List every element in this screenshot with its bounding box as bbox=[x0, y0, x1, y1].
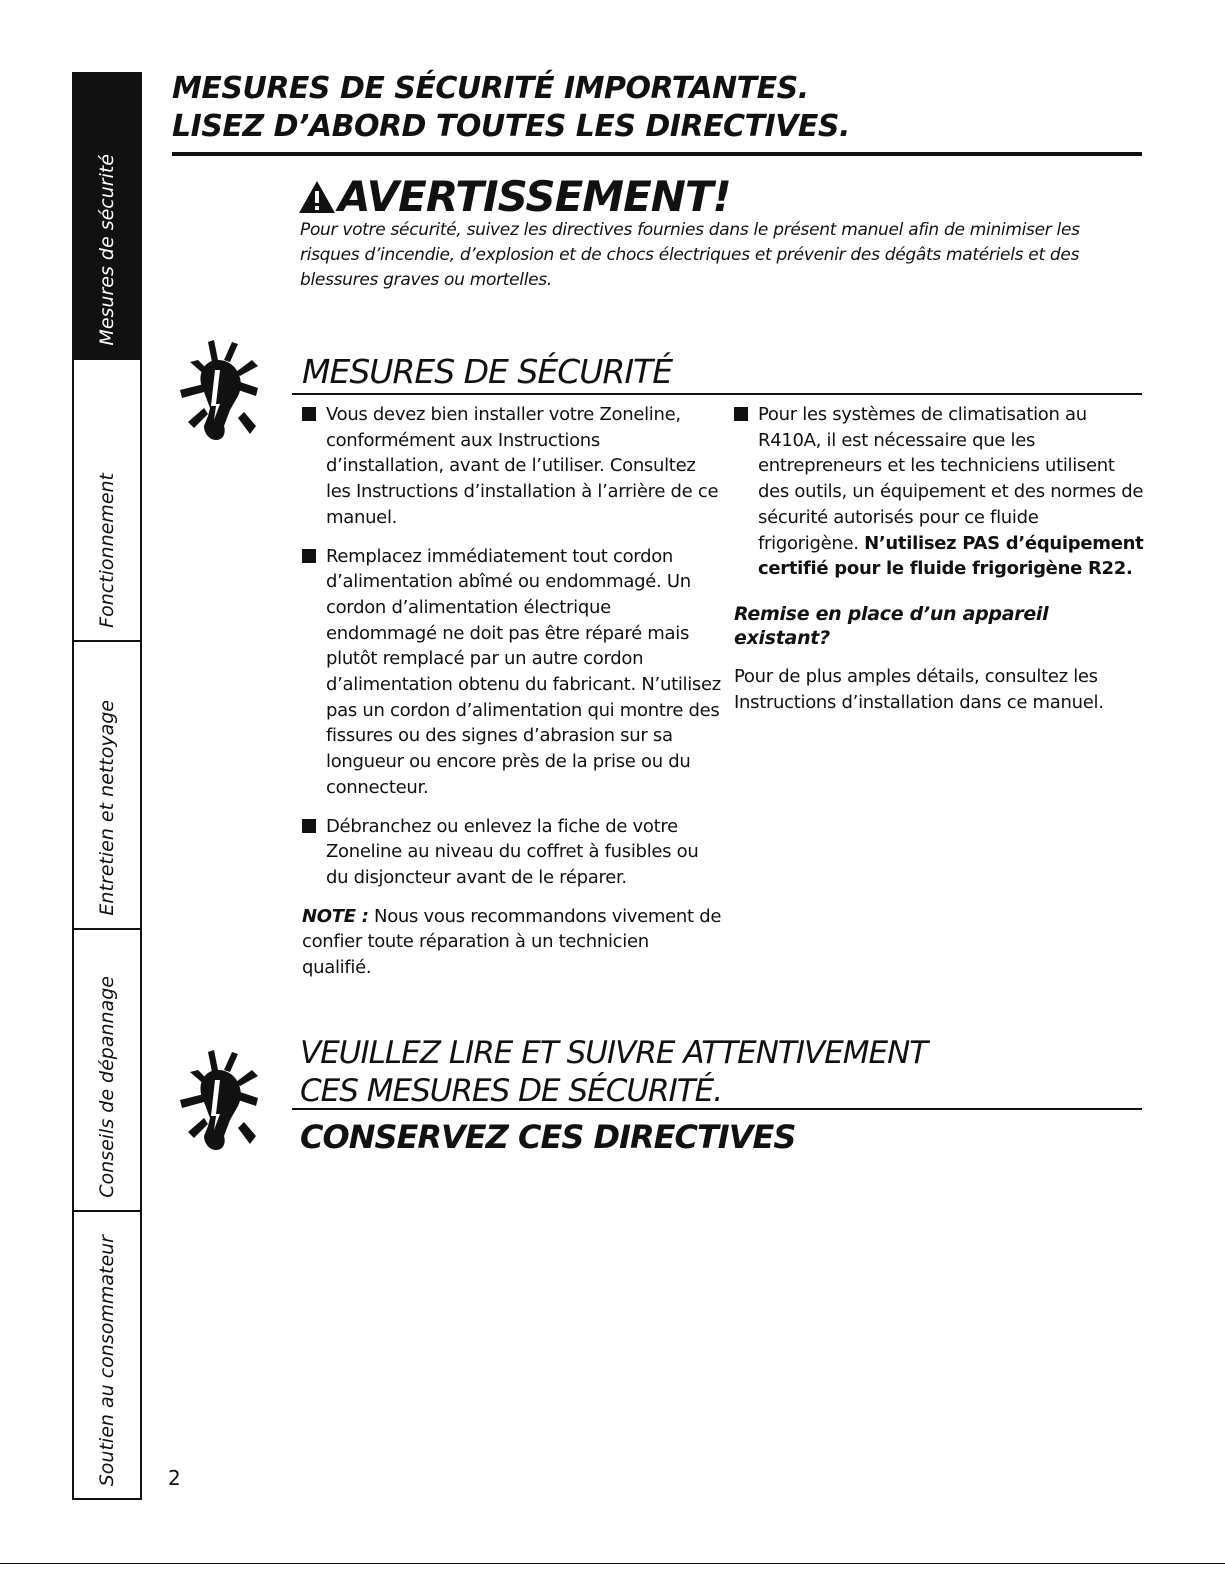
bullet-square-icon bbox=[302, 549, 316, 563]
page-bottom-edge bbox=[0, 1563, 1225, 1564]
safety-lightbulb-icon bbox=[160, 1040, 280, 1160]
conserve-heading: CONSERVEZ CES DIRECTIVES bbox=[300, 1118, 796, 1156]
header-line-1: MESURES DE SÉCURITÉ IMPORTANTES. bbox=[172, 71, 809, 106]
warning-triangle-icon bbox=[298, 180, 336, 214]
tab-entretien-et-nettoyage[interactable] bbox=[74, 642, 140, 930]
page-number: 2 bbox=[168, 1466, 181, 1490]
list-item: Pour les systèmes de climatisation au R410A, il est nécessaire que les entrepreneurs et les techniciens utilisent des outils, un équipement et des normes de sécurité autorisés pour ce fluide frigorigène. N’utilisez PAS d’équipement certifié pour le fluide frigorigène R22. bbox=[734, 402, 1144, 582]
section-title: MESURES DE SÉCURITÉ bbox=[302, 352, 673, 391]
bullet-square-icon bbox=[302, 819, 316, 833]
right-column bbox=[734, 402, 1144, 715]
safety-lightbulb-icon bbox=[160, 330, 280, 450]
bullet-square-icon bbox=[734, 407, 748, 421]
header-line-2: LISEZ D’ABORD TOUTES LES DIRECTIVES. bbox=[172, 109, 850, 144]
tab-label: Conseils de dépannage bbox=[96, 976, 118, 1198]
note-paragraph bbox=[302, 904, 722, 981]
bullet-square-icon bbox=[302, 407, 316, 421]
section-divider bbox=[292, 393, 1142, 395]
section-tabs bbox=[72, 72, 142, 1500]
tab-label: Soutien au consommateur bbox=[96, 1234, 118, 1486]
read-follow-heading bbox=[300, 1034, 927, 1110]
list-item: Remplacez immédiatement tout cordon d’alimentation abîmé ou endommagé. Un cordon d’alimentation électrique endommagé ne doit pas être réparé mais plutôt remplacé par un autre cordon d’alimentation obtenu du fabricant. N’utilisez pas un cordon d’alimentation qui montre des fissures ou des signes d’abrasion sur sa longueur ou encore près de la prise ou du connecteur. bbox=[302, 544, 722, 801]
left-column bbox=[302, 402, 722, 981]
strong-warning: N’utilisez PAS d’équipement certifié pour le fluide frigorigène R22. bbox=[758, 532, 1144, 580]
list-item: Débranchez ou enlevez la fiche de votre Zoneline au niveau du coffret à fusibles ou du disjoncteur avant de le réparer. bbox=[302, 814, 722, 891]
tab-mesures-de-securite[interactable] bbox=[74, 74, 140, 360]
note-text: Nous vous recommandons vivement de confier toute réparation à un technicien qualifié. bbox=[302, 905, 722, 979]
warning-title bbox=[298, 172, 731, 221]
page-header bbox=[172, 70, 850, 146]
read-follow-line-1: VEUILLEZ LIRE ET SUIVRE ATTENTIVEMENT bbox=[300, 1035, 928, 1071]
read-follow-line-2: CES MESURES DE SÉCURITÉ. bbox=[300, 1073, 723, 1109]
subheading: Remise en place d’un appareil existant? bbox=[734, 602, 1049, 649]
header-divider bbox=[172, 152, 1142, 156]
warning-title-text: AVERTISSEMENT! bbox=[338, 172, 731, 221]
note-label: NOTE : bbox=[302, 905, 369, 927]
tab-label: Fonctionnement bbox=[96, 473, 118, 628]
list-item: Vous devez bien installer votre Zoneline, conformément aux Instructions d’installation, avant de l’utiliser. Consultez les Instructions d’installation à l’arrière de ce manuel. bbox=[302, 402, 722, 531]
tab-conseils-de-depannage[interactable] bbox=[74, 930, 140, 1212]
subheading-text: Pour de plus amples détails, consultez les Instructions d’installation dans ce manuel. bbox=[734, 665, 1104, 713]
closing-divider bbox=[292, 1108, 1142, 1110]
tab-label: Mesures de sécurité bbox=[96, 154, 118, 346]
warning-text: Pour votre sécurité, suivez les directives fournies dans le présent manuel afin de minimiser les risques d’incendie, d’explosion et de chocs électriques et prévenir des dégâts matériels et des blessures graves ou mortelles. bbox=[300, 220, 1080, 290]
tab-label: Entretien et nettoyage bbox=[96, 700, 118, 916]
tab-fonctionnement[interactable] bbox=[74, 360, 140, 642]
tab-soutien-au-consommateur[interactable] bbox=[74, 1212, 140, 1498]
